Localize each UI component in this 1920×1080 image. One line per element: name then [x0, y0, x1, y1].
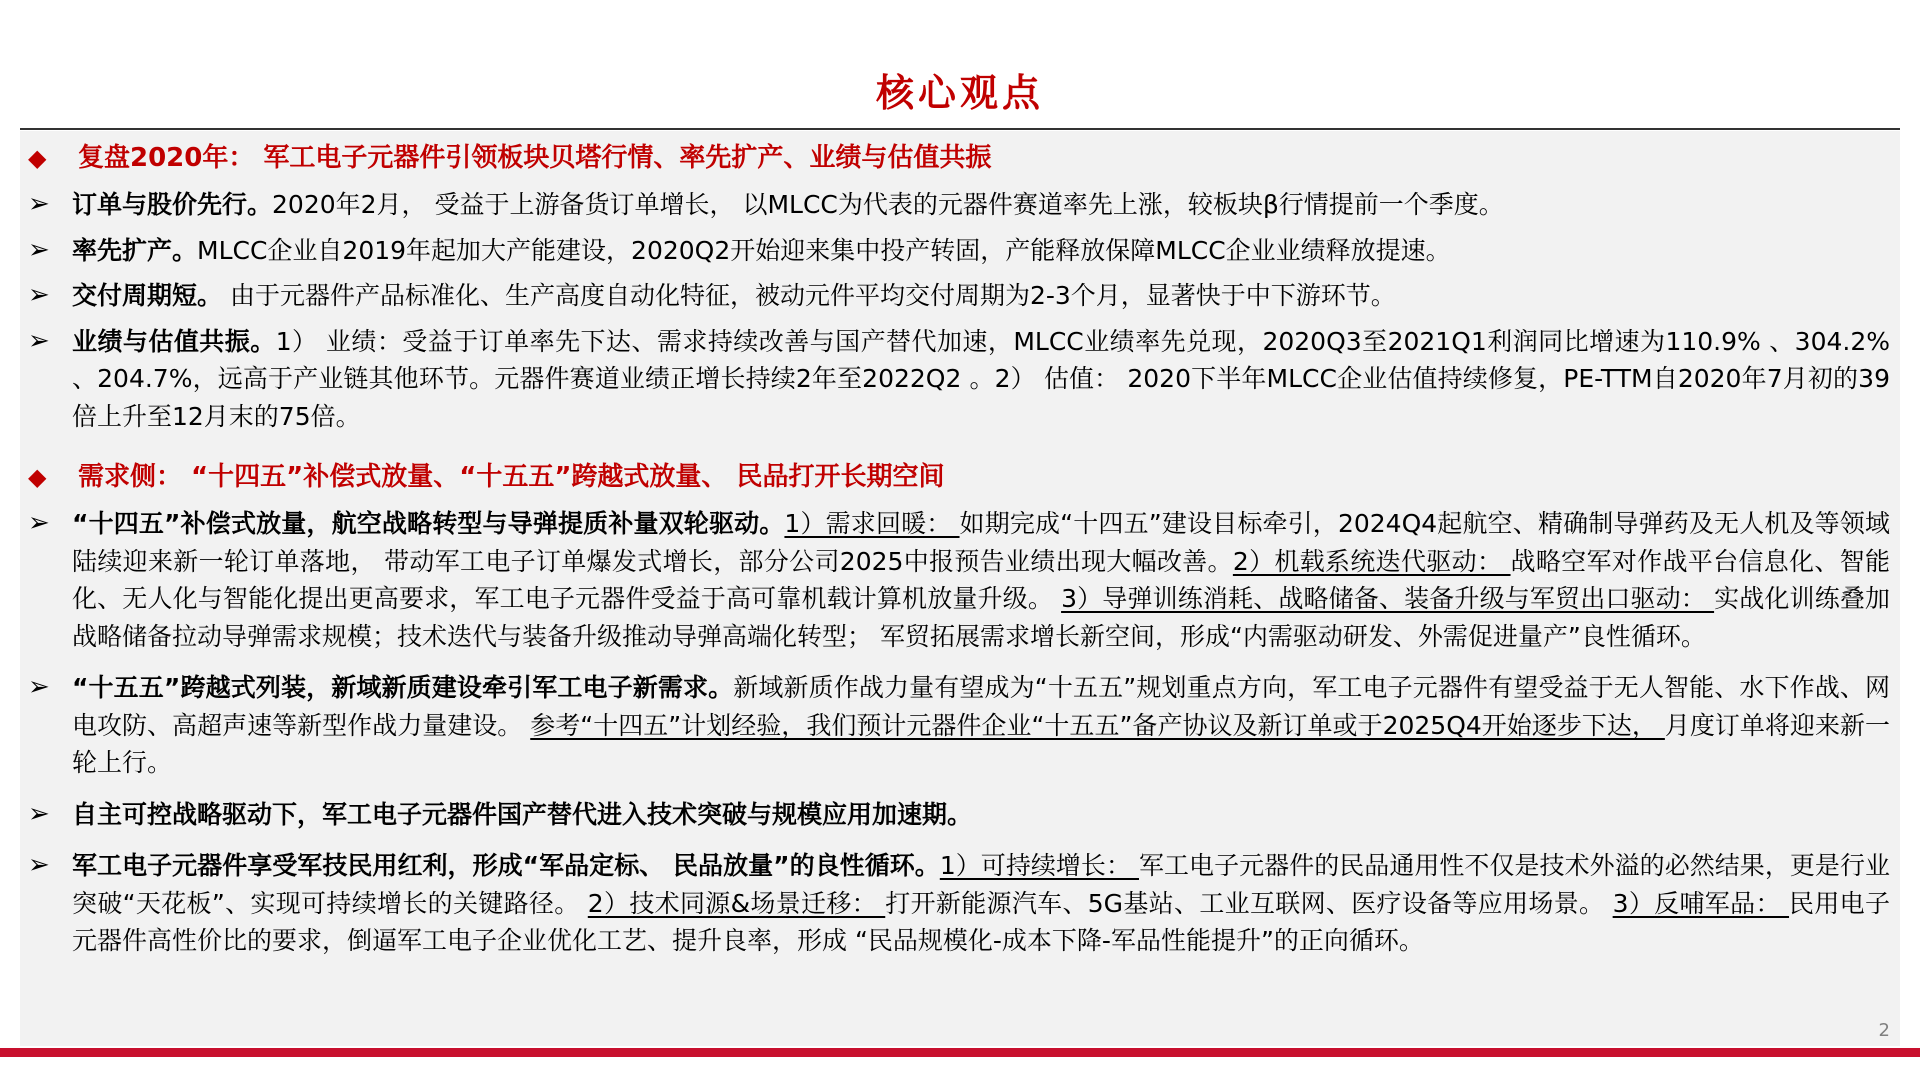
arrow-bullet-icon: ➢ [28, 234, 50, 265]
item-text: 打开新能源汽车、5G基站、工业互联网、医疗设备等应用场景。 [885, 888, 1613, 918]
item-text: 2020年2月， 受益于上游备货订单增长， 以MLCC为代表的元器件赛道率先上涨，较板块β行情提前一个季度。 [272, 190, 1504, 219]
title-divider [20, 128, 1900, 130]
list-item [28, 323, 1890, 436]
item-text: 1） 业绩：受益于订单率先下达、需求持续改善与国产替代加速，MLCC业绩率先兑现，2020Q3至2021Q1利润同比增速为110.9% 、304.2% 、204.7%，远高于产业链其他环节。元器件赛道业绩正增长持续2年至2022Q2 。2） 估值： 2020下半年MLCC企业估值持续修复，PE-TTM自2020年7月初的39倍上升至12月末的75倍。 [72, 326, 1890, 431]
underlined-point: 1）需求回暖： [784, 509, 960, 538]
arrow-bullet-icon: ➢ [28, 850, 50, 880]
arrow-bullet-icon: ➢ [28, 672, 50, 702]
item-text: 由于元器件产品标准化、生产高度自动化特征，被动元件平均交付周期为2-3个月，显著快于中下游环节。 [222, 281, 1396, 310]
item-text: MLCC企业自2019年起加大产能建设，2020Q2开始迎来集中投产转固，产能释放保障MLCC企业业绩释放提速。 [197, 235, 1451, 265]
underlined-point: 1）可持续增长： [939, 851, 1139, 880]
item-lead: 业绩与估值共振。 [72, 326, 276, 356]
item-text: 战略空军对作战平台信息化、智能化、无人化与智能化提出更高要求，军工电子元器件受益于高可靠机载计算机放量升级。 [72, 546, 1890, 613]
arrow-bullet-icon: ➢ [28, 280, 50, 310]
item-lead: 交付周期短。 [72, 281, 223, 310]
item-text: 月度订单将迎来新一轮上行。 [72, 710, 1890, 777]
section-heading-text: 需求侧： “十四五”补偿式放量、“十五五”跨越式放量、 民品打开长期空间 [78, 462, 945, 492]
section-heading-text: 复盘2020年： 军工电子元器件引领板块贝塔行情、率先扩产、业绩与估值共振 [78, 143, 992, 173]
section-heading-demand [28, 457, 1890, 497]
item-text: 军工电子元器件的民品通用性不仅是技术外溢的必然结果，更是行业突破“天花板”、实现可持续增长的关键路径。 [72, 851, 1890, 918]
footer-bar [0, 1048, 1920, 1057]
item-text: 如期完成“十四五”建设目标牵引，2024Q4起航空、精确制导弹药及无人机及等领域陆续迎来新一轮订单落地， 带动军工电子订单爆发式增长，部分公司2025中报预告业绩出现大幅改善。 [72, 509, 1890, 576]
diamond-bullet-icon: ◆ [28, 144, 47, 172]
page-number: 2 [1878, 1020, 1890, 1041]
list-item [28, 505, 1890, 655]
item-text: 实战化训练叠加战略储备拉动导弹需求规模；技术迭代与装备升级推动导弹高端化转型； 军贸拓展需求增长新空间，形成“内需驱动研发、外需促进量产”良性循环。 [72, 584, 1890, 651]
underlined-point: 参考“十四五”计划经验，我们预计元器件企业“十五五”备产协议及新订单或于2025Q4开始逐步下达， [530, 710, 1665, 740]
list-item [28, 669, 1890, 782]
item-lead: 订单与股价先行。 [72, 190, 273, 219]
item-lead: 军工电子元器件享受军技民用红利，形成“军品定标、 民品放量”的良性循环。 [72, 851, 940, 880]
underlined-point: 2）技术同源&场景迁移： [587, 888, 886, 918]
item-lead: “十四五”补偿式放量，航空战略转型与导弹提质补量双轮驱动。 [72, 509, 785, 538]
item-lead: 自主可控战略驱动下，军工电子元器件国产替代进入技术突破与规模应用加速期。 [72, 799, 973, 829]
underlined-point: 3）导弹训练消耗、战略储备、装备升级与军贸出口驱动： [1061, 584, 1715, 613]
list-item [28, 796, 1890, 834]
item-text: 民用电子元器件高性价比的要求，倒逼军工电子企业优化工艺、提升良率，形成 “民品规模化-成本下降-军品性能提升”的正向循环。 [72, 888, 1890, 955]
underlined-point: 2）机载系统迭代驱动： [1232, 546, 1511, 576]
list-item [28, 847, 1890, 960]
item-text: 新域新质作战力量有望成为“十五五”规划重点方向，军工电子元器件有望受益于无人智能、水下作战、网电攻防、高超声速等新型作战力量建设。 [72, 673, 1890, 740]
arrow-bullet-icon: ➢ [28, 508, 50, 538]
diamond-bullet-icon: ◆ [28, 463, 47, 491]
underlined-point: 3）反哺军品： [1612, 888, 1790, 918]
arrow-bullet-icon: ➢ [28, 798, 50, 829]
item-lead: 率先扩产。 [72, 235, 198, 265]
item-lead: “十五五”跨越式列装，新域新质建设牵引军工电子新需求。 [72, 673, 734, 702]
list-item [28, 277, 1890, 315]
list-item [28, 232, 1890, 270]
list-item [28, 186, 1890, 224]
arrow-bullet-icon: ➢ [28, 325, 50, 356]
page-title: 核心观点 [875, 71, 1044, 115]
arrow-bullet-icon: ➢ [28, 189, 50, 219]
section-heading-review-2020 [28, 138, 1890, 178]
content [28, 138, 1890, 960]
